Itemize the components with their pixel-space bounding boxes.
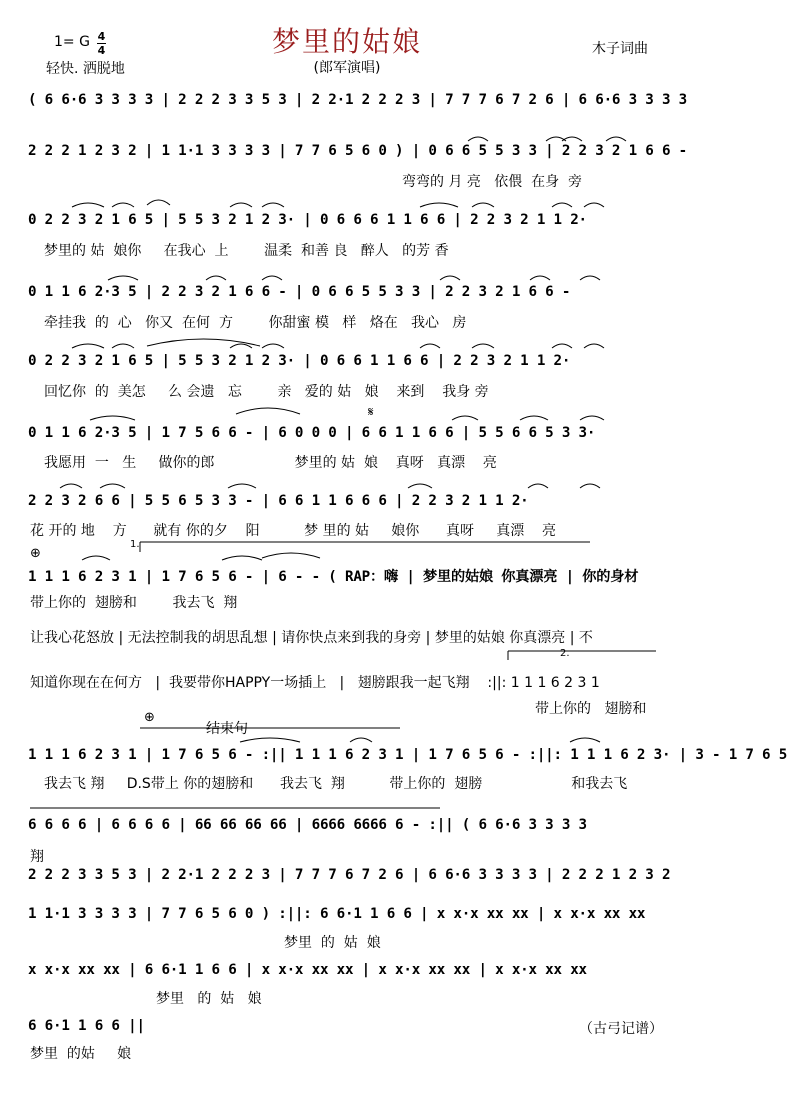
score-line: 6 6·1 1 6 6 ||: [28, 1018, 145, 1034]
slur-arc: [228, 484, 256, 488]
score-line: 0 2 2 3 2 1 6 5 | 5 5 3 2 1 2 3· | 0 6 6 6 1 1 6 6 | 2 2 3 2 1 1 2·: [28, 212, 587, 228]
score-line: 2 2 3 2 6 6 | 5 5 6 5 3 3 - | 6 6 1 1 6 6 6 | 2 2 3 2 1 1 2·: [28, 493, 529, 509]
score-line: 0 1 1 6 2·3 5 | 1 7 5 6 6 - | 6 0 0 0 | 6 6 1 1 6 6 | 5 5 6 6 5 3 3·: [28, 425, 596, 441]
slur-arc: [420, 344, 440, 348]
slur-arc: [262, 553, 320, 558]
rap-line: 让我心花怒放 | 无法控制我的胡思乱想 | 请你快点来到我的身旁 | 梦里的姑娘 你真漂亮 | 不: [30, 630, 593, 646]
slur-arc: [262, 344, 284, 348]
slur-arc: [240, 738, 300, 742]
slur-arc: [520, 416, 548, 420]
singer: (郎军演唱): [313, 60, 381, 76]
slur-arc: [72, 203, 104, 207]
score-line: 6 6 6 6 | 6 6 6 6 | 66 66 66 66 | 6666 6666 6 - :|| ( 6 6·6 3 3 3 3: [28, 817, 587, 833]
slur-arc: [206, 276, 226, 280]
slur-arc: [420, 203, 458, 207]
ending-label: 结束句: [206, 721, 248, 737]
slur-arc: [147, 339, 260, 346]
lyric-line: 弯弯的 月 亮 依偎 在身 旁: [402, 174, 583, 190]
credit: 木子词曲: [592, 41, 648, 57]
slur-arc: [147, 200, 170, 205]
slur-arc: [262, 203, 284, 207]
lyric-line: 梦里 的 姑 娘: [284, 935, 381, 951]
lyric-line: 带上你的 翅膀和 我去飞 翔: [30, 595, 238, 611]
score-line: 1 1 1 6 2 3 1 | 1 7 6 5 6 - | 6 - - ( RAP：嗨 | 梦里的姑娘 你真漂亮 | 你的身材: [28, 569, 639, 585]
slur-arc: [606, 137, 626, 141]
volta-2: 2.: [560, 648, 570, 659]
slur-arc: [584, 203, 604, 207]
song-title: 梦里的姑娘: [271, 25, 422, 58]
score-line: 2 2 2 1 2 3 2 | 1 1·1 3 3 3 3 | 7 7 6 5 6 0 ) | 0 6 6 5 5 3 3 | 2 2 3 2 1 6 6 -: [28, 143, 687, 159]
lyric-line: 我愿用 一 生 做你的郎 梦里的 姑 娘 真呀 真漂 亮: [44, 455, 497, 471]
slur-arc: [108, 276, 138, 280]
coda-mark: ⊕: [144, 710, 155, 725]
score-line: 2 2 2 3 3 5 3 | 2 2·1 2 2 2 3 | 7 7 7 6 7 2 6 | 6 6·6 3 3 3 3 | 2 2 2 1 2 3 2: [28, 867, 671, 883]
time-signature-bottom: 4: [97, 44, 106, 57]
score-line: 1 1 1 6 2 3 1 | 1 7 6 5 6 - :|| 1 1 1 6 2 3 1 | 1 7 6 5 6 - :||: 1 1 1 6 2 3· | 3 - 1 7 6 5: [28, 747, 787, 763]
slur-arc: [452, 416, 478, 420]
coda-mark: ⊕: [30, 546, 41, 561]
slur-arc: [580, 484, 600, 488]
score-line: x x·x xx xx | 6 6·1 1 6 6 | x x·x xx xx | x x·x xx xx | x x·x xx xx: [28, 962, 587, 978]
slur-arc: [262, 276, 282, 280]
slur-arc: [222, 556, 262, 560]
slur-arc: [350, 738, 372, 742]
lyric-line: 梦里 的姑 娘: [30, 1046, 132, 1062]
rap-line: 知道你现在在何方 | 我要带你HAPPY一场插上 | 翅膀跟我一起飞翔 :||: 1 1 1 6 2 3 1: [30, 675, 600, 691]
score-line: 0 2 2 3 2 1 6 5 | 5 5 3 2 1 2 3· | 0 6 6 1 1 6 6 | 2 2 3 2 1 1 2·: [28, 353, 571, 369]
lyric-line: 梦里 的 姑 娘: [156, 991, 262, 1007]
slur-arc: [584, 344, 604, 348]
slur-arc: [60, 484, 82, 488]
slur-arc: [440, 276, 460, 280]
slur-arc: [580, 416, 604, 420]
slur-arc: [530, 276, 550, 280]
slur-arc: [112, 344, 134, 348]
lyric-line: 梦里的 姑 娘你 在我心 上 温柔 和善 良 醉人 的芳 香: [44, 243, 449, 259]
score-line: ( 6 6·6 3 3 3 3 | 2 2 2 3 3 5 3 | 2 2·1 2 2 2 3 | 7 7 7 6 7 2 6 | 6 6·6 3 3 3 3: [28, 92, 687, 108]
lyric-line: 花 开的 地 方 就有 你的夕 阳 梦 里的 姑 娘你 真呀 真漂 亮: [30, 523, 557, 539]
transcriber: （古弓记谱）: [579, 1021, 663, 1037]
slur-arc: [552, 344, 572, 348]
rap-line: 带上你的 翅膀和: [535, 701, 647, 717]
lyric-line: 回忆你 的 美怎 么 会遗 忘 亲 爱的 姑 娘 来到 我身 旁: [44, 384, 489, 400]
time-signature-top: 4: [97, 30, 106, 43]
lyric-line: 牵挂我 的 心 你又 在何 方 你甜蜜 模 样 烙在 我心 房: [44, 315, 467, 331]
slur-arc: [72, 344, 104, 348]
key-signature: 1= G: [54, 34, 90, 50]
lyric-line: 我去飞 翔 D.S带上 你的翅膀和 我去飞 翔 带上你的 翅膀 和我去飞: [44, 776, 628, 792]
lyric-line: 翔: [30, 849, 44, 865]
slur-arc: [472, 344, 494, 348]
slur-arc: [112, 203, 134, 207]
slur-arc: [570, 738, 600, 742]
slur-arc: [82, 556, 110, 560]
slur-arc: [580, 276, 600, 280]
slur-arc: [230, 203, 252, 207]
slur-arc: [468, 137, 488, 141]
slur-arc: [90, 416, 135, 420]
slur-arc: [236, 408, 300, 414]
tempo-marking: 轻快. 洒脱地: [46, 61, 125, 77]
score-line: 0 1 1 6 2·3 5 | 2 2 3 2 1 6 6 - | 0 6 6 5 5 3 3 | 2 2 3 2 1 6 6 -: [28, 284, 571, 300]
segno-mark: 𝄋: [368, 405, 374, 420]
slur-arc: [408, 484, 432, 488]
score-line: 1 1·1 3 3 3 3 | 7 7 6 5 6 0 ) :||: 6 6·1 1 6 6 | x x·x xx xx | x x·x xx xx: [28, 906, 646, 922]
slur-arc: [552, 203, 572, 207]
slur-arc: [100, 484, 125, 488]
slur-arc: [528, 484, 548, 488]
slur-arc: [230, 344, 252, 348]
slur-arc: [472, 203, 494, 207]
volta-1: 1.: [130, 539, 140, 550]
